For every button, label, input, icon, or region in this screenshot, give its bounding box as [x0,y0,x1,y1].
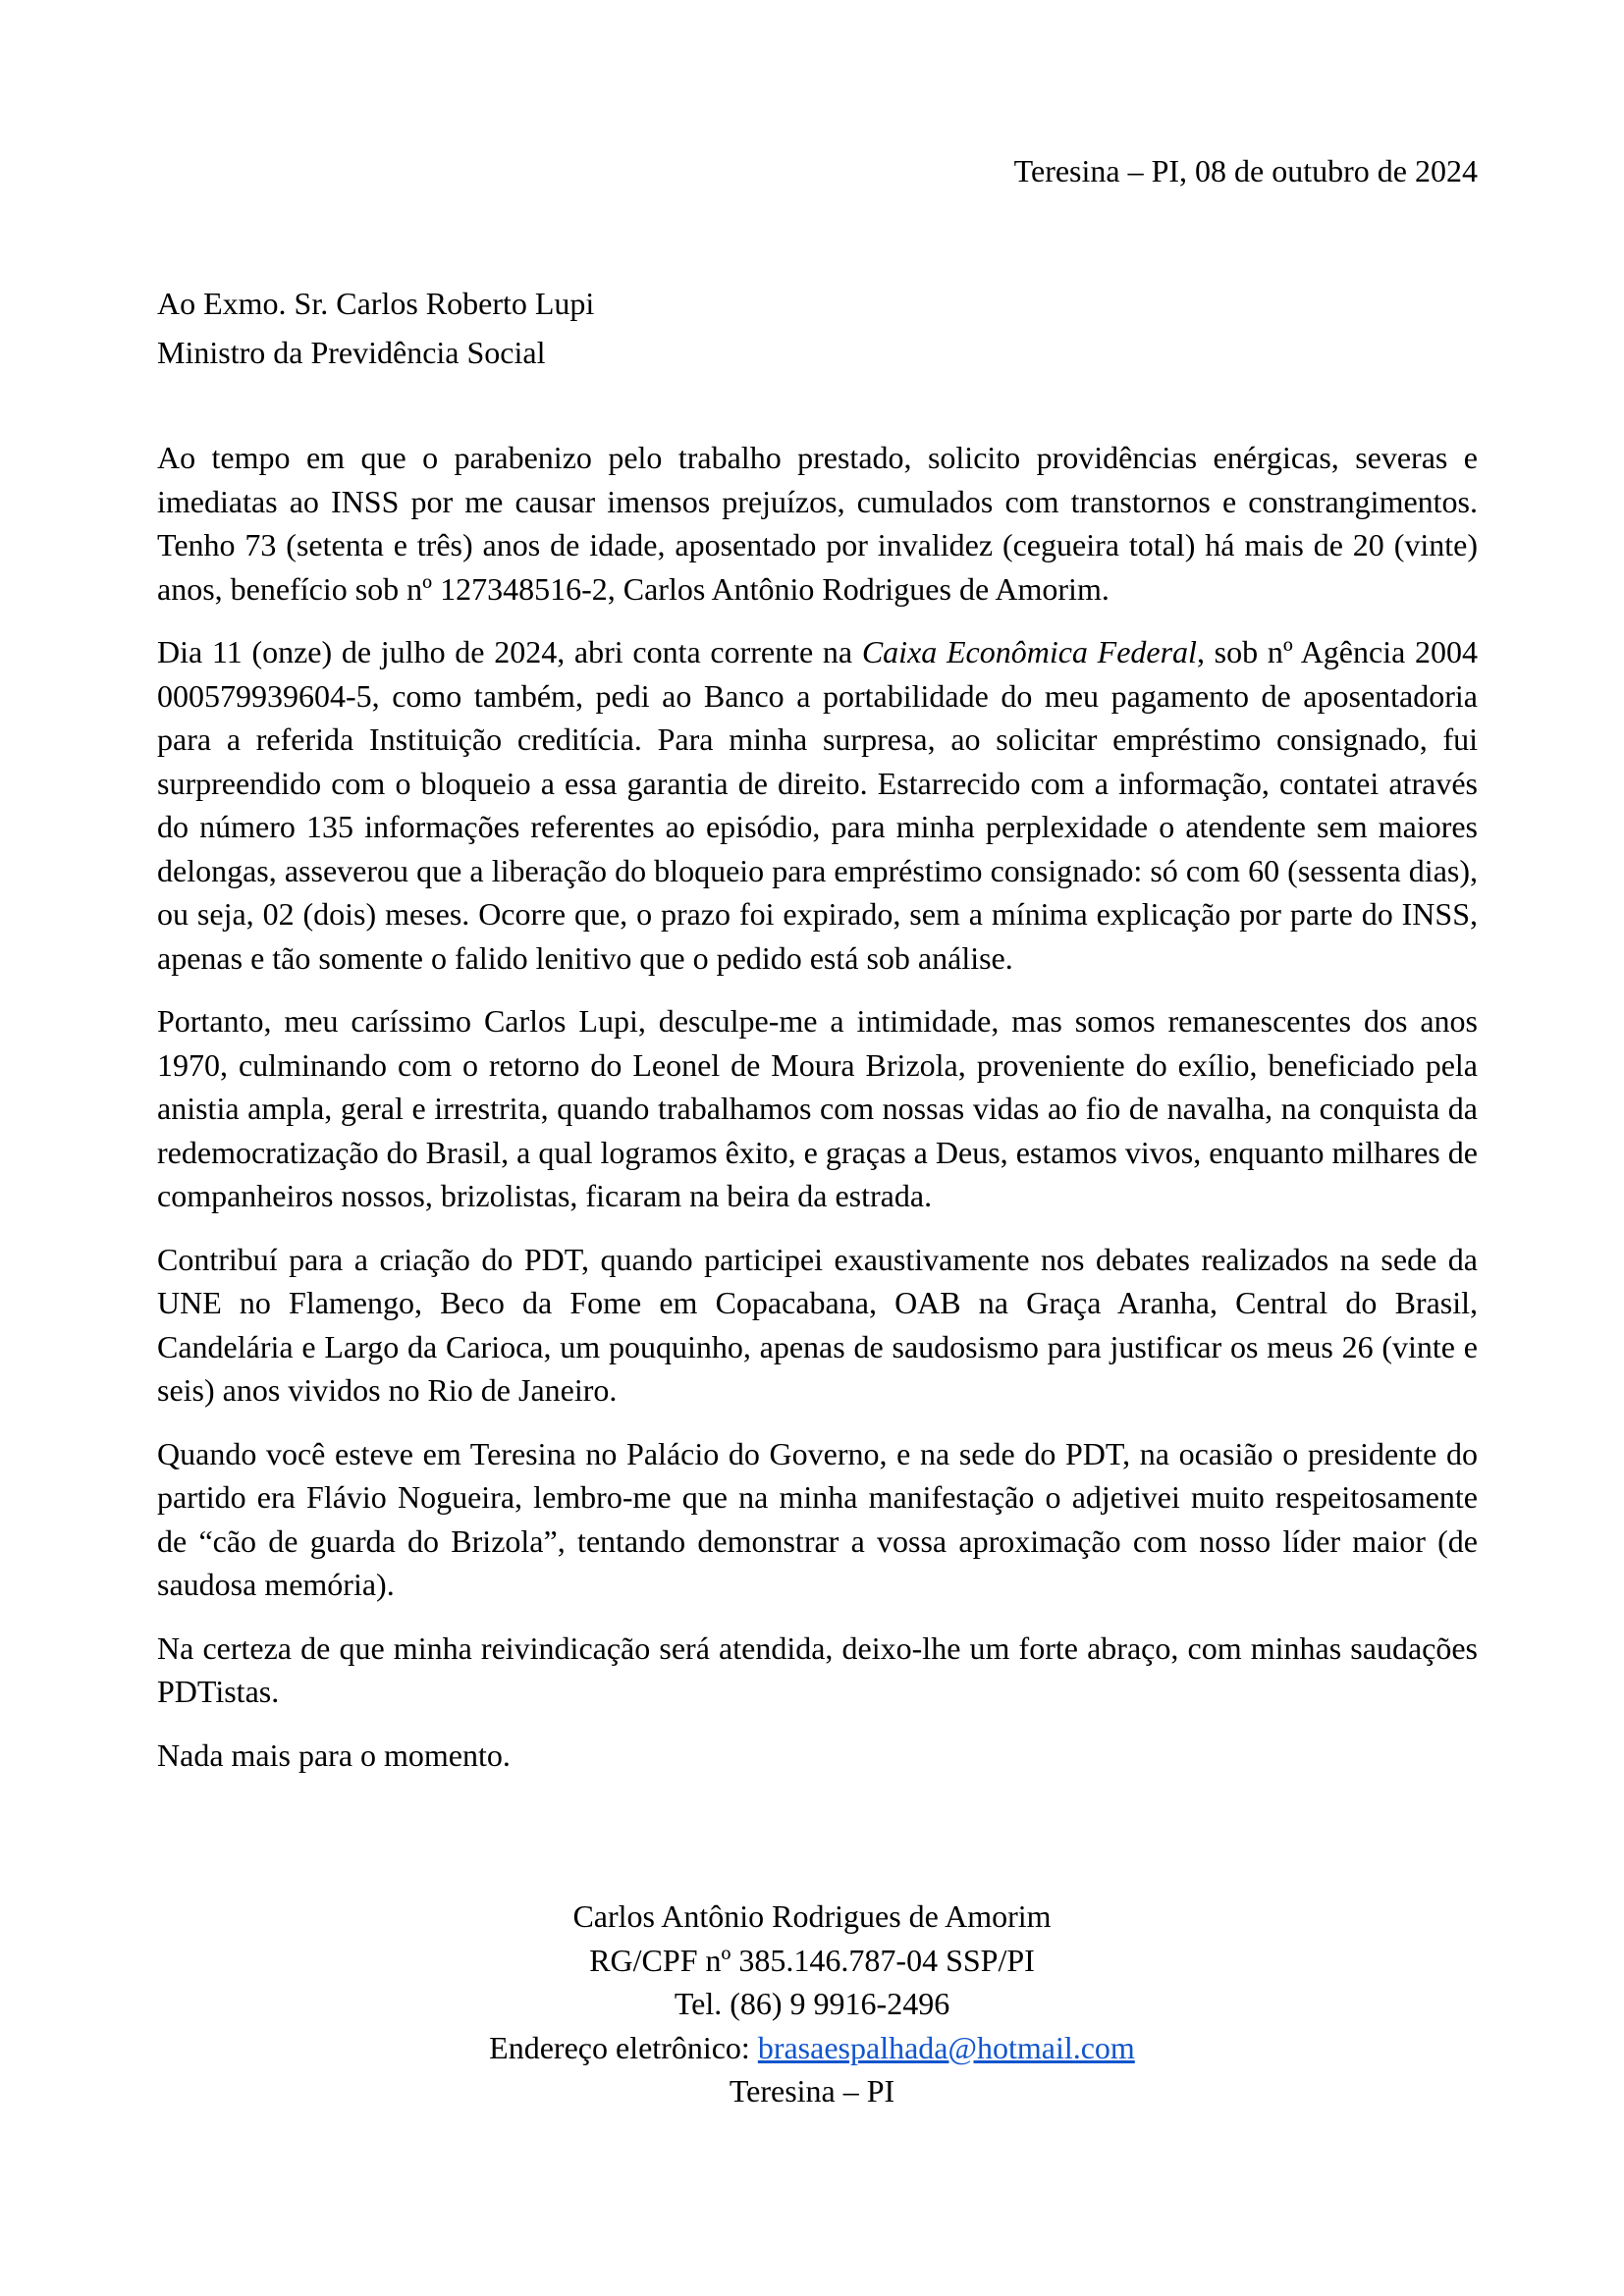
bank-name: Caixa Econômica Federal [861,634,1197,669]
paragraph-4: Contribuí para a criação do PDT, quando participei exaustivamente nos debates realizados na sede da UNE no Flamengo, Beco da Fome em Copacabana, OAB na Graça Aranha, Central do Brasil, Candelária e Largo da Carioca, um pouquinho, apenas de saudosismo para justificar os meus 26 (vinte e seis) anos vividos no Rio de Janeiro. [157,1241,1478,1408]
paragraph-3: Portanto, meu caríssimo Carlos Lupi, desculpe-me a intimidade, mas somos remanescentes dos anos 1970, culminando com o retorno do Leonel de Moura Brizola, proveniente do exílio, beneficiado pela anistia ampla, geral e irrestrita, quando trabalhamos com nossas vidas ao fio de navalha, na conquista da redemocratização do Brasil, a qual logramos êxito, e graças a Deus, estamos vivos, enquanto milhares de companheiros nossos, brizolistas, ficaram na beira da estrada. [157,1003,1478,1213]
paragraph-1: Ao tempo em que o parabenizo pelo trabalho prestado, solicito providências enérgicas, severas e imediatas ao INSS por me causar imensos prejuízos, cumulados com transtornos e constrangimentos. Tenho 73 (setenta e três) anos de idade, aposentado por invalidez (cegueira total) há mais de 20 (vinte) anos, benefício sob nº 127348516-2, Carlos Antônio Rodrigues de Amorim. [157,440,1478,607]
signer-email-line [0,2026,1624,2070]
paragraph-5: Quando você esteve em Teresina no Palácio do Governo, e na sede do PDT, na ocasião o presidente do partido era Flávio Nogueira, lembro-me que na minha manifestação o adjetivei muito respeitosamente de “cão de guarda do Brizola”, tentando demonstrar a vossa aproximação com nosso líder maior (de saudosa memória). [157,1435,1478,1602]
addressee-name: Ao Exmo. Sr. Carlos Roberto Lupi [157,286,595,321]
email-link[interactable]: brasaespalhada@hotmail.com [757,2029,1135,2065]
addressee-block [157,279,594,377]
paragraph-2-start: Dia 11 (onze) de julho de 2024, abri conta corrente na [157,634,862,669]
signer-name: Carlos Antônio Rodrigues de Amorim [572,1898,1052,1934]
date-line: Teresina – PI, 08 de outubro de 2024 [1013,153,1478,188]
letter-body [157,436,1478,1796]
paragraph-2-rest: , sob nº Agência 2004 000579939604-5, como também, pedi ao Banco a portabilidade do meu pagamento de aposentadoria para a referida Instituição creditícia. Para minha surpresa, ao solicitar empréstimo consignado, fui surpreendido com o bloqueio a essa garantia de direito. Estarrecido com a informação, contatei através do número 135 informações referentes ao episódio, para minha perplexidade o atendente sem maiores delongas, asseverou que a liberação do bloqueio para empréstimo consignado: só com 60 (sessenta dias), ou seja, 02 (dois) meses. Ocorre que, o prazo foi expirado, sem a mínima explicação por parte do INSS, apenas e tão somente o falido lenitivo que o pedido está sob análise. [157,634,1479,976]
email-label: Endereço eletrônico: [489,2029,758,2065]
signer-city: Teresina – PI [729,2073,895,2109]
paragraph-2 [157,630,1478,980]
signer-id: RG/CPF nº 385.146.787-04 SSP/PI [589,1942,1035,1978]
addressee-title: Ministro da Previdência Social [157,335,546,370]
paragraph-6: Na certeza de que minha reivindicação será atendida, deixo-lhe um forte abraço, com minhas saudações PDTistas. [157,1629,1478,1709]
paragraph-7: Nada mais para o momento. [157,1736,511,1773]
signer-phone: Tel. (86) 9 9916-2496 [674,1986,950,2021]
signature-block [0,1895,1624,2113]
